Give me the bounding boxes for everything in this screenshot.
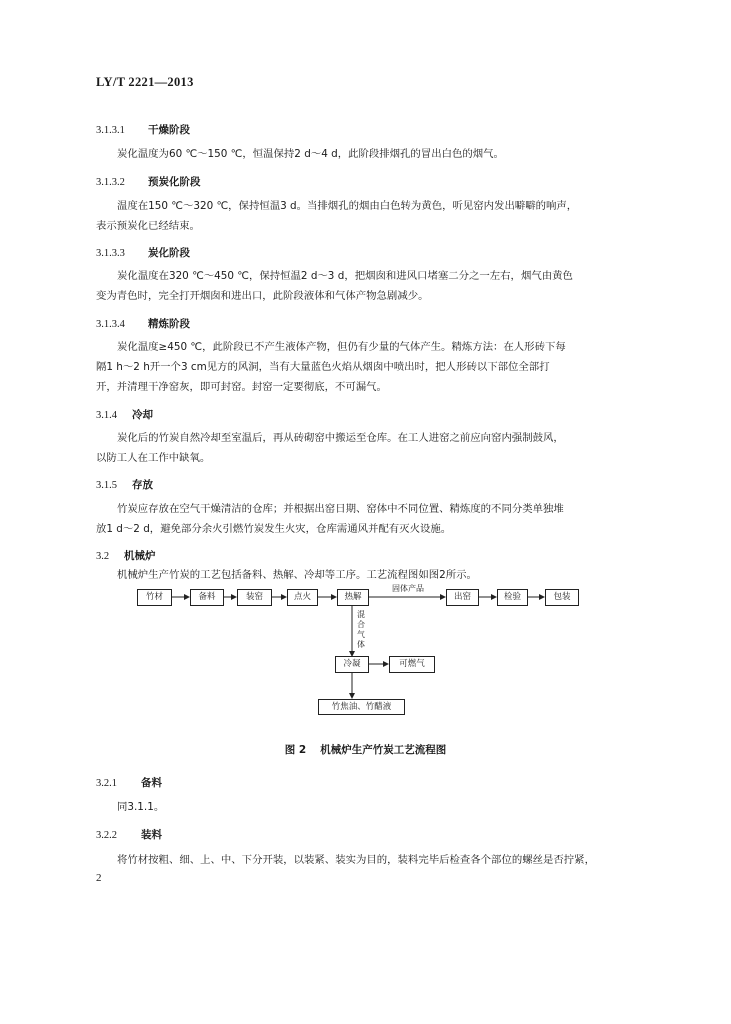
paragraph: 炭化温度在320 ℃～450 ℃，保持恒温2 d～3 d，把烟囱和进风口堵塞二分之一左右，烟气由黄色 (117, 270, 573, 282)
section-number: 3.1.3.2 (96, 177, 125, 188)
section-heading (96, 407, 153, 422)
section-heading (96, 245, 190, 260)
flow-box-unload: 出窑 (446, 589, 479, 606)
section-number: 3.1.4 (96, 410, 117, 421)
section-title: 预炭化阶段 (148, 176, 201, 188)
section-number: 3.1.5 (96, 480, 117, 491)
flow-box-load: 装窑 (237, 589, 272, 606)
section-title: 精炼阶段 (148, 318, 190, 330)
section-title: 炭化阶段 (148, 247, 190, 259)
paragraph: 同3.1.1。 (117, 801, 165, 813)
section-title: 备料 (141, 777, 162, 789)
flow-box-tar-vinegar: 竹焦油、竹醋液 (318, 699, 405, 715)
paragraph: 竹炭应存放在空气干燥清洁的仓库；并根据出窑日期、窑体中不同位置、精炼度的不同分类单独堆 (117, 503, 564, 515)
section-number: 3.1.3.4 (96, 319, 125, 330)
paragraph: 将竹材按粗、细、上、中、下分开装，以装紧、装实为目的，装料完毕后检查各个部位的螺丝是否拧紧， (117, 854, 595, 866)
section-heading (96, 316, 190, 331)
section-heading (96, 477, 153, 492)
section-number: 3.1.3.1 (96, 125, 125, 136)
paragraph: 表示预炭化已经结束。 (96, 220, 200, 232)
section-title: 冷却 (132, 409, 153, 421)
document-id: LY/T 2221—2013 (96, 75, 194, 89)
flow-box-ignite: 点火 (287, 589, 318, 606)
section-heading (96, 775, 162, 790)
section-number: 3.1.3.3 (96, 248, 125, 259)
figure-title: 机械炉生产竹炭工艺流程图 (320, 744, 447, 756)
paragraph: 温度在150 ℃～320 ℃，保持恒温3 d。当排烟孔的烟由白色转为黄色，听见窑内发出噼噼的响声， (117, 200, 578, 212)
flow-box-prepare: 备料 (190, 589, 224, 606)
paragraph: 变为青色时，完全打开烟囱和进出口，此阶段液体和气体产物急剧减少。 (96, 290, 429, 302)
paragraph: 开，并清理干净窑灰，即可封窑。封窑一定要彻底，不可漏气。 (96, 381, 387, 393)
section-heading (96, 548, 156, 563)
figure-caption (0, 742, 731, 757)
section-title: 装料 (141, 829, 162, 841)
section-heading (96, 827, 162, 842)
section-number: 3.2.2 (96, 830, 117, 841)
flow-box-inspect: 检验 (497, 589, 528, 606)
page-number: 2 (96, 872, 102, 884)
paragraph: 炭化温度≥450 ℃，此阶段已不产生液体产物，但仍有少量的气体产生。精炼方法：在人形砖下每 (117, 341, 566, 353)
section-title: 机械炉 (124, 550, 156, 562)
paragraph: 隔1 h～2 h开一个3 cm见方的风洞，当有大量蓝色火焰从烟囱中喷出时，把人形砖以下部位全部打 (96, 361, 550, 373)
paragraph: 放1 d～2 d，避免部分余火引燃竹炭发生火灾，仓库需通风并配有灭火设施。 (96, 523, 452, 535)
figure-number: 图 2 (284, 744, 307, 756)
paragraph: 机械炉生产竹炭的工艺包括备料、热解、冷却等工序。工艺流程图如图2所示。 (117, 569, 477, 581)
flow-box-condense: 冷凝 (335, 656, 369, 673)
solid-product-label: 固体产品 (392, 584, 424, 593)
mixed-gas-label: 混合气体 (357, 610, 365, 649)
section-heading (96, 174, 201, 189)
paragraph: 以防工人在工作中缺氧。 (96, 452, 211, 464)
flow-box-bamboo: 竹材 (137, 589, 172, 606)
paragraph: 炭化温度为60 ℃～150 ℃，恒温保持2 d～4 d，此阶段排烟孔的冒出白色的烟气。 (117, 148, 504, 160)
section-heading (96, 122, 190, 137)
section-number: 3.2 (96, 551, 110, 562)
section-number: 3.2.1 (96, 778, 117, 789)
section-title: 存放 (132, 479, 153, 491)
paragraph: 炭化后的竹炭自然冷却至室温后，再从砖砌窑中搬运至仓库。在工人进窑之前应向窑内强制鼓风， (117, 432, 564, 444)
flow-box-combustible-gas: 可燃气 (389, 656, 435, 673)
flow-box-pyrolysis: 热解 (337, 589, 369, 606)
section-title: 干燥阶段 (148, 124, 190, 136)
flow-box-package: 包装 (545, 589, 579, 606)
